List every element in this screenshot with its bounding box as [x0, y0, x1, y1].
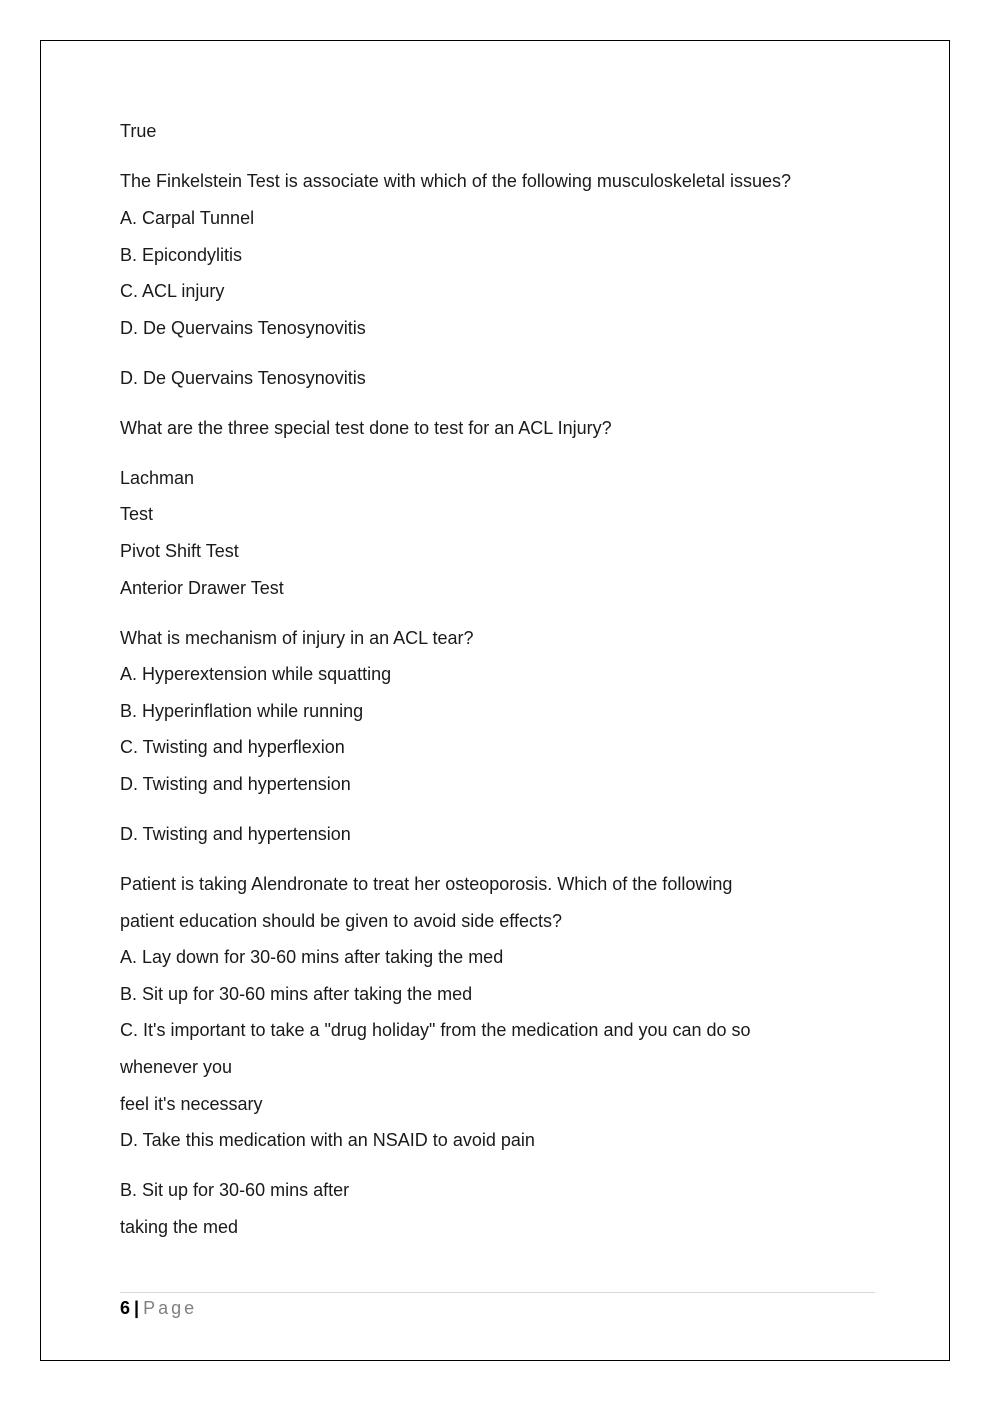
option-text: C. ACL injury — [120, 281, 225, 301]
question-text: What is mechanism of injury in an ACL tear? — [120, 628, 474, 648]
answer-text: D. De Quervains Tenosynovitis — [120, 368, 366, 388]
option-text: D. Twisting and hypertension — [120, 774, 351, 794]
answer-text: taking the med — [120, 1217, 239, 1237]
page-footer — [120, 1297, 197, 1319]
option-text: C. Twisting and hyperflexion — [120, 737, 345, 757]
option-text: whenever you — [120, 1057, 233, 1077]
answer-text: D. Twisting and hypertension — [120, 824, 351, 844]
option-text: feel it's necessary — [120, 1094, 263, 1114]
footer-separator: | — [134, 1298, 140, 1318]
page-label: Page — [143, 1298, 198, 1318]
option-text: D. Take this medication with an NSAID to avoid pain — [120, 1130, 535, 1150]
answer-text: Test — [120, 504, 154, 524]
option-text: B. Sit up for 30-60 mins after taking the med — [120, 984, 473, 1004]
question-text: patient education should be given to avoid side effects? — [120, 911, 562, 931]
question-text: What are the three special test done to test for an ACL Injury? — [120, 418, 612, 438]
question-text: Patient is taking Alendronate to treat her osteoporosis. Which of the following — [120, 874, 733, 894]
answer-text: True — [120, 121, 157, 141]
page-number: 6 — [120, 1298, 131, 1318]
option-text: A. Hyperextension while squatting — [120, 664, 392, 684]
question-text: The Finkelstein Test is associate with which of the following musculoskeletal issues? — [120, 171, 791, 191]
option-text: B. Hyperinflation while running — [120, 701, 364, 721]
answer-text: Anterior Drawer Test — [120, 578, 284, 598]
option-text: D. De Quervains Tenosynovitis — [120, 318, 366, 338]
answer-text: B. Sit up for 30-60 mins after — [120, 1180, 350, 1200]
footer-divider — [120, 1292, 875, 1293]
answer-text: Pivot Shift Test — [120, 541, 239, 561]
option-text: A. Lay down for 30-60 mins after taking the med — [120, 947, 504, 967]
option-text: C. It's important to take a "drug holiday" from the medication and you can do so — [120, 1020, 751, 1040]
answer-text: Lachman — [120, 468, 195, 488]
option-text: B. Epicondylitis — [120, 245, 243, 265]
option-text: A. Carpal Tunnel — [120, 208, 255, 228]
